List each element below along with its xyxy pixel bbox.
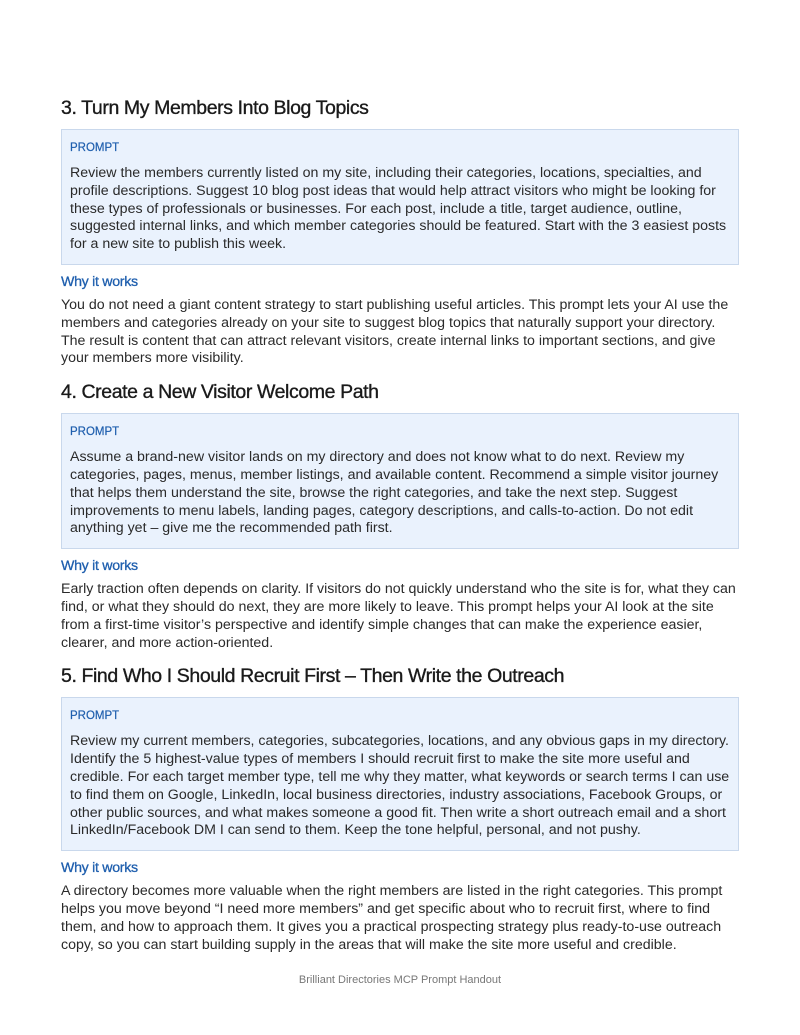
prompt-label: PROMPT [70,142,120,154]
page-footer: Brilliant Directories MCP Prompt Handout [298,974,502,986]
why-it-works-heading: Why it works [61,273,138,290]
prompt-box [61,413,739,549]
section-4 [61,379,739,652]
prompt-label: PROMPT [70,710,120,723]
section-title: 5. Find Who I Should Recruit First – Then Write the Outreach [61,665,565,688]
why-it-works-text: You do not need a giant content strategy to start publishing useful articles. This prompt lets your AI use the members and categories already on your site to suggest blog topics that naturally support your directory. The result is content that can attract relevant visitors, create internal links to important sections, and give your members more visibility. [61,296,729,367]
section-title: 4. Create a New Visitor Welcome Path [61,381,379,404]
section-3 [61,95,739,368]
prompt-box [61,129,739,265]
handout-page [61,95,739,965]
prompt-box [61,697,739,851]
why-it-works-text: Early traction often depends on clarity. If visitors do not quickly understand who the site is for, what they can find, or what they should do next, they are more likely to leave. This prompt helps your AI look at the site from a first-time visitor’s perspective and identify simple changes that can make the experience easier, clearer, and more action-oriented. [61,581,736,651]
prompt-label: PROMPT [70,426,120,439]
section-title: 3. Turn My Members Into Blog Topics [61,97,369,119]
why-it-works-heading: Why it works [61,558,138,575]
why-it-works-heading: Why it works [61,860,138,877]
prompt-text: Assume a brand-new visitor lands on my directory and does not know what to do next. Review my categories, pages, menus, member listings, and available content. Recommend a simple visitor journey that helps them understand the site, browse the right categories, and take the next step. Suggest improvements to menu labels, landing pages, category descriptions, and calls-to-action. Do not edit anything yet – give me the recommended path first. [70,449,719,537]
section-5 [61,663,739,954]
prompt-text: Review the members currently listed on my site, including their categories, locations, specialties, and profile descriptions. Suggest 10 blog post ideas that would help attract visitors who might be looking for these types of professionals or businesses. For each post, include a title, target audience, outline, suggested internal links, and which member categories should be featured. Start with the 3 easiest posts for a new site to publish this week. [70,165,727,253]
why-it-works-text: A directory becomes more valuable when the right members are listed in the right categories. This prompt helps you move beyond “I need more members” and get specific about who to recruit first, where to find them, and how to approach them. It gives you a practical prospecting strategy plus ready-to-use outreach copy, so you can start building supply in the areas that will make the site more useful and credible. [61,883,723,953]
prompt-text: Review my current members, categories, subcategories, locations, and any obvious gaps in my directory. Identify the 5 highest-value types of members I should recruit first to make the site more useful and credible. For each target member type, tell me why they matter, what keywords or search terms I can use to find them on Google, LinkedIn, local business directories, industry associations, Facebook Groups, or other public sources, and what makes someone a good fit. Then write a short outreach email and a short LinkedIn/Facebook DM I can send to them. Keep the tone helpful, personal, and not pushy. [70,733,730,839]
